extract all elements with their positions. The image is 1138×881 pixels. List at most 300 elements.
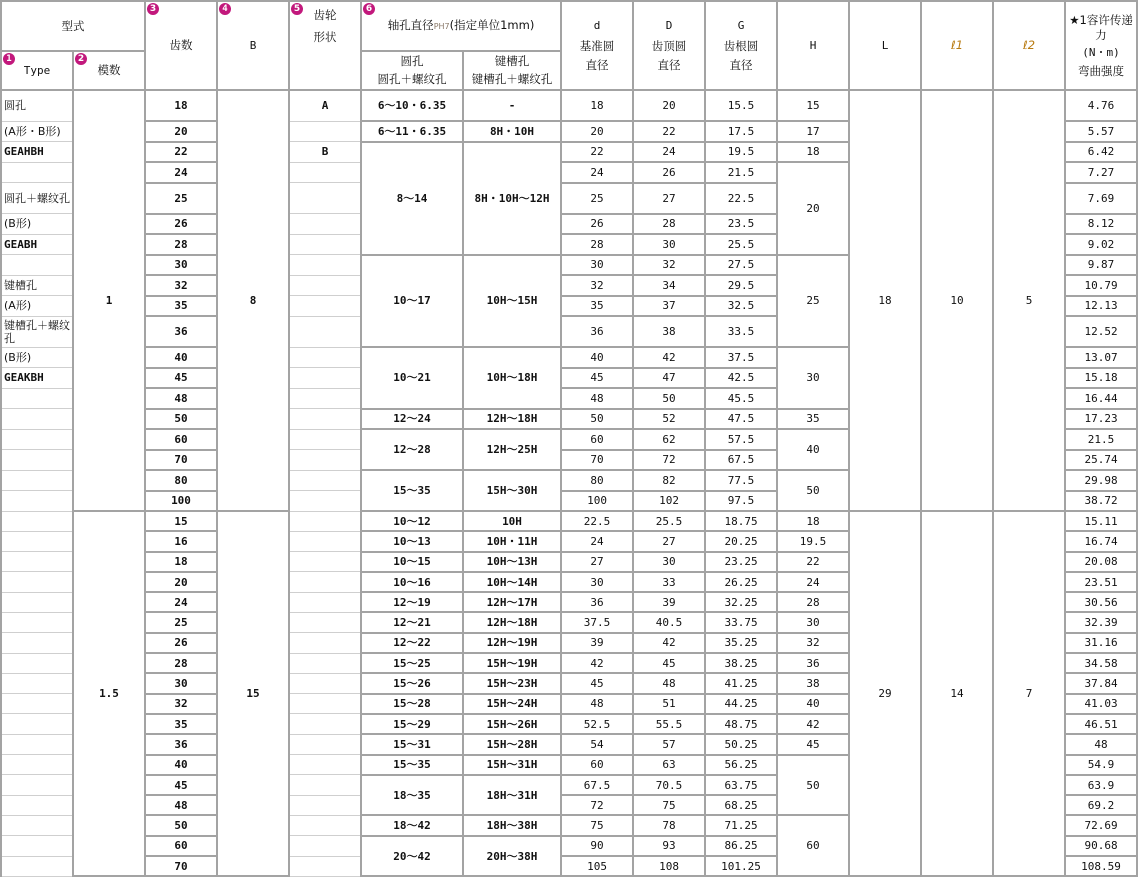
D-cell: 39 (633, 592, 705, 612)
torque-cell: 10.79 (1065, 275, 1137, 296)
torque-cell: 5.57 (1065, 121, 1137, 142)
shape-cell (289, 470, 361, 491)
header-torque-unit: (N・m) (1082, 45, 1120, 59)
D-cell: 63 (633, 755, 705, 775)
type-cell: (B形) (1, 347, 73, 368)
teeth-cell: 16 (145, 531, 217, 551)
D-cell: 24 (633, 142, 705, 163)
header-shape-line2: 形状 (313, 30, 337, 44)
shape-cell (289, 368, 361, 389)
header-module (73, 51, 145, 90)
D-cell: 108 (633, 856, 705, 876)
header-L: L (849, 1, 921, 90)
keyway-bore-cell: 12H～19H (463, 633, 561, 653)
header-round-line1: 圆孔 (400, 54, 424, 68)
teeth-cell: 48 (145, 795, 217, 815)
torque-cell: 4.76 (1065, 90, 1137, 121)
type-cell: GEAKBH (1, 368, 73, 389)
D-cell: 42 (633, 347, 705, 368)
header-G-line1: 齿根圆 (723, 39, 759, 53)
type-cell (1, 795, 73, 815)
h-cell: 20 (777, 162, 849, 255)
shape-cell (289, 633, 361, 653)
keyway-bore-cell: 15H～30H (463, 470, 561, 511)
G-cell: 25.5 (705, 234, 777, 255)
teeth-cell: 25 (145, 183, 217, 214)
torque-cell: 12.52 (1065, 316, 1137, 347)
torque-cell: 13.07 (1065, 347, 1137, 368)
shape-cell (289, 347, 361, 368)
keyway-bore-cell: 18H～38H (463, 815, 561, 835)
d-cell: 24 (561, 531, 633, 551)
type-cell: (A形) (1, 296, 73, 317)
d-cell: 39 (561, 633, 633, 653)
header-type-group (1, 1, 145, 51)
header-l2: ℓ2 (993, 1, 1065, 90)
shape-cell (289, 234, 361, 255)
teeth-cell: 40 (145, 347, 217, 368)
G-cell: 101.25 (705, 856, 777, 876)
d-cell: 67.5 (561, 775, 633, 795)
type-cell (1, 429, 73, 450)
module-cell: 1 (73, 90, 145, 511)
l-cell: 29 (849, 511, 921, 876)
l2-cell: 7 (993, 511, 1065, 876)
shape-cell (289, 694, 361, 714)
D-cell: 47 (633, 368, 705, 389)
b-cell: 8 (217, 90, 289, 511)
G-cell: 56.25 (705, 755, 777, 775)
module-cell: 1.5 (73, 511, 145, 876)
keyway-bore-cell: 12H～17H (463, 592, 561, 612)
l2-cell: 5 (993, 90, 1065, 511)
d-cell: 100 (561, 491, 633, 512)
keyway-bore-cell: - (463, 90, 561, 121)
torque-cell: 12.13 (1065, 296, 1137, 317)
badge-1-icon: 1 (3, 53, 15, 65)
torque-cell: 8.12 (1065, 214, 1137, 235)
G-cell: 77.5 (705, 470, 777, 491)
d-cell: 30 (561, 572, 633, 592)
round-bore-cell: 15～35 (361, 470, 463, 511)
round-bore-cell: 10～12 (361, 511, 463, 531)
keyway-bore-cell: 15H～23H (463, 673, 561, 693)
header-torque-line2: 弯曲强度 (1078, 63, 1125, 78)
torque-cell: 9.02 (1065, 234, 1137, 255)
round-bore-cell: 10～15 (361, 552, 463, 572)
teeth-cell: 60 (145, 836, 217, 856)
G-cell: 38.25 (705, 653, 777, 673)
torque-cell: 54.9 (1065, 755, 1137, 775)
D-cell: 33 (633, 572, 705, 592)
type-cell: 键槽孔 (1, 275, 73, 296)
round-bore-cell: 6～11・6.35 (361, 121, 463, 142)
h-cell: 42 (777, 714, 849, 734)
d-cell: 26 (561, 214, 633, 235)
G-cell: 48.75 (705, 714, 777, 734)
header-keyway-bore (463, 51, 561, 90)
keyway-bore-cell: 10H～15H (463, 255, 561, 348)
G-cell: 33.5 (705, 316, 777, 347)
keyway-bore-cell: 12H～18H (463, 612, 561, 632)
D-cell: 34 (633, 275, 705, 296)
keyway-bore-cell: 12H～18H (463, 409, 561, 430)
keyway-bore-cell: 10H～13H (463, 552, 561, 572)
h-cell: 38 (777, 673, 849, 693)
G-cell: 22.5 (705, 183, 777, 214)
d-cell: 42 (561, 653, 633, 673)
G-cell: 68.25 (705, 795, 777, 815)
d-cell: 36 (561, 316, 633, 347)
type-cell: 键槽孔＋螺纹孔 (1, 316, 73, 347)
header-module-label: 模数 (97, 63, 121, 77)
D-cell: 78 (633, 815, 705, 835)
shape-cell (289, 296, 361, 317)
shape-cell (289, 450, 361, 471)
type-cell: GEABH (1, 234, 73, 255)
l-cell: 18 (849, 90, 921, 511)
d-cell: 37.5 (561, 612, 633, 632)
d-cell: 50 (561, 409, 633, 430)
round-bore-cell: 15～25 (361, 653, 463, 673)
header-type (1, 51, 73, 90)
G-cell: 63.75 (705, 775, 777, 795)
torque-cell: 15.18 (1065, 368, 1137, 389)
D-cell: 38 (633, 316, 705, 347)
type-cell: 圆孔＋螺纹孔 (1, 183, 73, 214)
header-H: H (777, 1, 849, 90)
G-cell: 26.25 (705, 572, 777, 592)
torque-cell: 20.08 (1065, 552, 1137, 572)
round-bore-cell: 12～19 (361, 592, 463, 612)
header-round-line2: 圆孔＋螺纹孔 (377, 72, 447, 86)
l1-cell: 10 (921, 90, 993, 511)
torque-cell: 69.2 (1065, 795, 1137, 815)
G-cell: 50.25 (705, 734, 777, 754)
D-cell: 102 (633, 491, 705, 512)
type-cell (1, 388, 73, 409)
h-cell: 40 (777, 429, 849, 470)
header-torque (1065, 1, 1137, 90)
teeth-cell: 25 (145, 612, 217, 632)
h-cell: 25 (777, 255, 849, 348)
D-cell: 27 (633, 183, 705, 214)
h-cell: 35 (777, 409, 849, 430)
h-cell: 45 (777, 734, 849, 754)
shape-cell (289, 429, 361, 450)
round-bore-cell: 15～35 (361, 755, 463, 775)
shape-cell (289, 183, 361, 214)
teeth-cell: 28 (145, 234, 217, 255)
shape-cell (289, 755, 361, 775)
keyway-bore-cell: 15H～26H (463, 714, 561, 734)
G-cell: 37.5 (705, 347, 777, 368)
header-G-line2: 直径 (729, 58, 753, 72)
teeth-cell: 30 (145, 255, 217, 276)
G-cell: 47.5 (705, 409, 777, 430)
h-cell: 30 (777, 612, 849, 632)
G-cell: 41.25 (705, 673, 777, 693)
h-cell: 32 (777, 633, 849, 653)
teeth-cell: 20 (145, 572, 217, 592)
torque-cell: 37.84 (1065, 673, 1137, 693)
torque-cell: 72.69 (1065, 815, 1137, 835)
type-cell (1, 755, 73, 775)
d-cell: 72 (561, 795, 633, 815)
table-row (1, 511, 1137, 531)
header-G (705, 1, 777, 90)
d-cell: 27 (561, 552, 633, 572)
G-cell: 97.5 (705, 491, 777, 512)
header-bore-label: 轴孔直径 (387, 18, 434, 32)
teeth-cell: 36 (145, 734, 217, 754)
D-cell: 26 (633, 162, 705, 183)
header-D (633, 1, 705, 90)
type-cell: GEAHBH (1, 142, 73, 163)
h-cell: 18 (777, 511, 849, 531)
G-cell: 23.5 (705, 214, 777, 235)
torque-cell: 23.51 (1065, 572, 1137, 592)
type-cell (1, 552, 73, 572)
round-bore-cell: 10～21 (361, 347, 463, 409)
teeth-cell: 36 (145, 316, 217, 347)
type-cell (1, 714, 73, 734)
type-cell (1, 491, 73, 512)
h-cell: 17 (777, 121, 849, 142)
badge-6-icon: 6 (363, 3, 375, 15)
teeth-cell: 20 (145, 121, 217, 142)
d-cell: 20 (561, 121, 633, 142)
shape-cell (289, 162, 361, 183)
shape-cell (289, 714, 361, 734)
d-cell: 45 (561, 673, 633, 693)
type-cell (1, 633, 73, 653)
G-cell: 15.5 (705, 90, 777, 121)
D-cell: 75 (633, 795, 705, 815)
D-cell: 28 (633, 214, 705, 235)
teeth-cell: 45 (145, 368, 217, 389)
shape-cell (289, 552, 361, 572)
torque-cell: 46.51 (1065, 714, 1137, 734)
shape-cell (289, 856, 361, 876)
keyway-bore-cell: 10H・11H (463, 531, 561, 551)
D-cell: 37 (633, 296, 705, 317)
torque-cell: 29.98 (1065, 470, 1137, 491)
round-bore-cell: 10～16 (361, 572, 463, 592)
h-cell: 28 (777, 592, 849, 612)
type-cell (1, 836, 73, 856)
header-bore-unit: (指定单位1mm) (449, 18, 535, 32)
keyway-bore-cell: 8H・10H (463, 121, 561, 142)
G-cell: 17.5 (705, 121, 777, 142)
D-cell: 32 (633, 255, 705, 276)
round-bore-cell: 6～10・6.35 (361, 90, 463, 121)
D-cell: 70.5 (633, 775, 705, 795)
D-cell: 93 (633, 836, 705, 856)
d-cell: 80 (561, 470, 633, 491)
teeth-cell: 30 (145, 673, 217, 693)
torque-cell: 32.39 (1065, 612, 1137, 632)
type-cell (1, 856, 73, 876)
D-cell: 57 (633, 734, 705, 754)
h-cell: 50 (777, 755, 849, 816)
shape-cell (289, 275, 361, 296)
torque-cell: 48 (1065, 734, 1137, 754)
d-cell: 52.5 (561, 714, 633, 734)
D-cell: 72 (633, 450, 705, 471)
G-cell: 33.75 (705, 612, 777, 632)
type-cell (1, 673, 73, 693)
teeth-cell: 18 (145, 552, 217, 572)
header-d-line2: 直径 (585, 58, 609, 72)
teeth-cell: 26 (145, 633, 217, 653)
header-D-line1: 齿顶圆 (651, 39, 687, 53)
G-cell: 32.25 (705, 592, 777, 612)
torque-cell: 17.23 (1065, 409, 1137, 430)
d-cell: 60 (561, 429, 633, 450)
D-cell: 51 (633, 694, 705, 714)
header-round-bore (361, 51, 463, 90)
torque-cell: 34.58 (1065, 653, 1137, 673)
keyway-bore-cell: 15H～19H (463, 653, 561, 673)
D-cell: 52 (633, 409, 705, 430)
round-bore-cell: 12～28 (361, 429, 463, 470)
h-cell: 40 (777, 694, 849, 714)
d-cell: 48 (561, 694, 633, 714)
round-bore-cell: 15～28 (361, 694, 463, 714)
header-D-line2: 直径 (657, 58, 681, 72)
header-teeth (145, 1, 217, 90)
G-cell: 86.25 (705, 836, 777, 856)
round-bore-cell: 12～22 (361, 633, 463, 653)
keyway-bore-cell: 18H～31H (463, 775, 561, 816)
header-d (561, 1, 633, 90)
G-cell: 35.25 (705, 633, 777, 653)
teeth-cell: 32 (145, 275, 217, 296)
teeth-cell: 70 (145, 856, 217, 876)
shape-cell (289, 653, 361, 673)
h-cell: 50 (777, 470, 849, 511)
d-cell: 54 (561, 734, 633, 754)
round-bore-cell: 10～13 (361, 531, 463, 551)
d-cell: 70 (561, 450, 633, 471)
D-cell: 27 (633, 531, 705, 551)
D-cell: 30 (633, 234, 705, 255)
shape-cell (289, 673, 361, 693)
type-cell (1, 255, 73, 276)
type-cell: (A形・B形) (1, 121, 73, 142)
G-cell: 19.5 (705, 142, 777, 163)
G-cell: 32.5 (705, 296, 777, 317)
l1-cell: 14 (921, 511, 993, 876)
header-teeth-label: 齿数 (169, 38, 193, 52)
d-cell: 18 (561, 90, 633, 121)
D-cell: 20 (633, 90, 705, 121)
teeth-cell: 18 (145, 90, 217, 121)
keyway-bore-cell: 15H～24H (463, 694, 561, 714)
shape-cell (289, 531, 361, 551)
teeth-cell: 100 (145, 491, 217, 512)
type-cell (1, 612, 73, 632)
h-cell: 36 (777, 653, 849, 673)
header-D-symbol: D (665, 19, 673, 32)
header-keyway-line2: 键槽孔＋螺纹孔 (471, 72, 553, 86)
shape-cell (289, 836, 361, 856)
d-cell: 105 (561, 856, 633, 876)
torque-cell: 108.59 (1065, 856, 1137, 876)
h-cell: 15 (777, 90, 849, 121)
d-cell: 25 (561, 183, 633, 214)
G-cell: 45.5 (705, 388, 777, 409)
shape-cell (289, 795, 361, 815)
type-cell: 圆孔 (1, 90, 73, 121)
type-cell (1, 409, 73, 430)
round-bore-cell: 15～29 (361, 714, 463, 734)
torque-cell: 41.03 (1065, 694, 1137, 714)
badge-4-icon: 4 (219, 3, 231, 15)
table-row (1, 90, 1137, 121)
header-G-symbol: G (737, 19, 745, 32)
D-cell: 62 (633, 429, 705, 450)
type-cell (1, 653, 73, 673)
d-cell: 40 (561, 347, 633, 368)
teeth-cell: 40 (145, 755, 217, 775)
torque-cell: 16.74 (1065, 531, 1137, 551)
G-cell: 71.25 (705, 815, 777, 835)
torque-cell: 15.11 (1065, 511, 1137, 531)
type-cell (1, 470, 73, 491)
G-cell: 42.5 (705, 368, 777, 389)
D-cell: 25.5 (633, 511, 705, 531)
shape-cell (289, 592, 361, 612)
d-cell: 75 (561, 815, 633, 835)
h-cell: 19.5 (777, 531, 849, 551)
shape-cell (289, 775, 361, 795)
d-cell: 90 (561, 836, 633, 856)
type-cell (1, 734, 73, 754)
D-cell: 48 (633, 673, 705, 693)
teeth-cell: 60 (145, 429, 217, 450)
round-bore-cell: 12～24 (361, 409, 463, 430)
G-cell: 21.5 (705, 162, 777, 183)
shape-cell (289, 612, 361, 632)
torque-cell: 7.69 (1065, 183, 1137, 214)
torque-cell: 21.5 (1065, 429, 1137, 450)
d-cell: 45 (561, 368, 633, 389)
teeth-cell: 22 (145, 142, 217, 163)
D-cell: 22 (633, 121, 705, 142)
header-b (217, 1, 289, 90)
teeth-cell: 50 (145, 815, 217, 835)
keyway-bore-cell: 20H～38H (463, 836, 561, 877)
teeth-cell: 24 (145, 592, 217, 612)
header-type-group-label: 型式 (61, 18, 85, 33)
d-cell: 48 (561, 388, 633, 409)
type-cell (1, 450, 73, 471)
h-cell: 60 (777, 815, 849, 876)
keyway-bore-cell: 10H～14H (463, 572, 561, 592)
type-cell (1, 775, 73, 795)
header-type-label: Type (23, 64, 51, 77)
d-cell: 60 (561, 755, 633, 775)
teeth-cell: 45 (145, 775, 217, 795)
teeth-cell: 50 (145, 409, 217, 430)
teeth-cell: 15 (145, 511, 217, 531)
teeth-cell: 35 (145, 296, 217, 317)
teeth-cell: 70 (145, 450, 217, 471)
h-cell: 18 (777, 142, 849, 163)
torque-cell: 7.27 (1065, 162, 1137, 183)
